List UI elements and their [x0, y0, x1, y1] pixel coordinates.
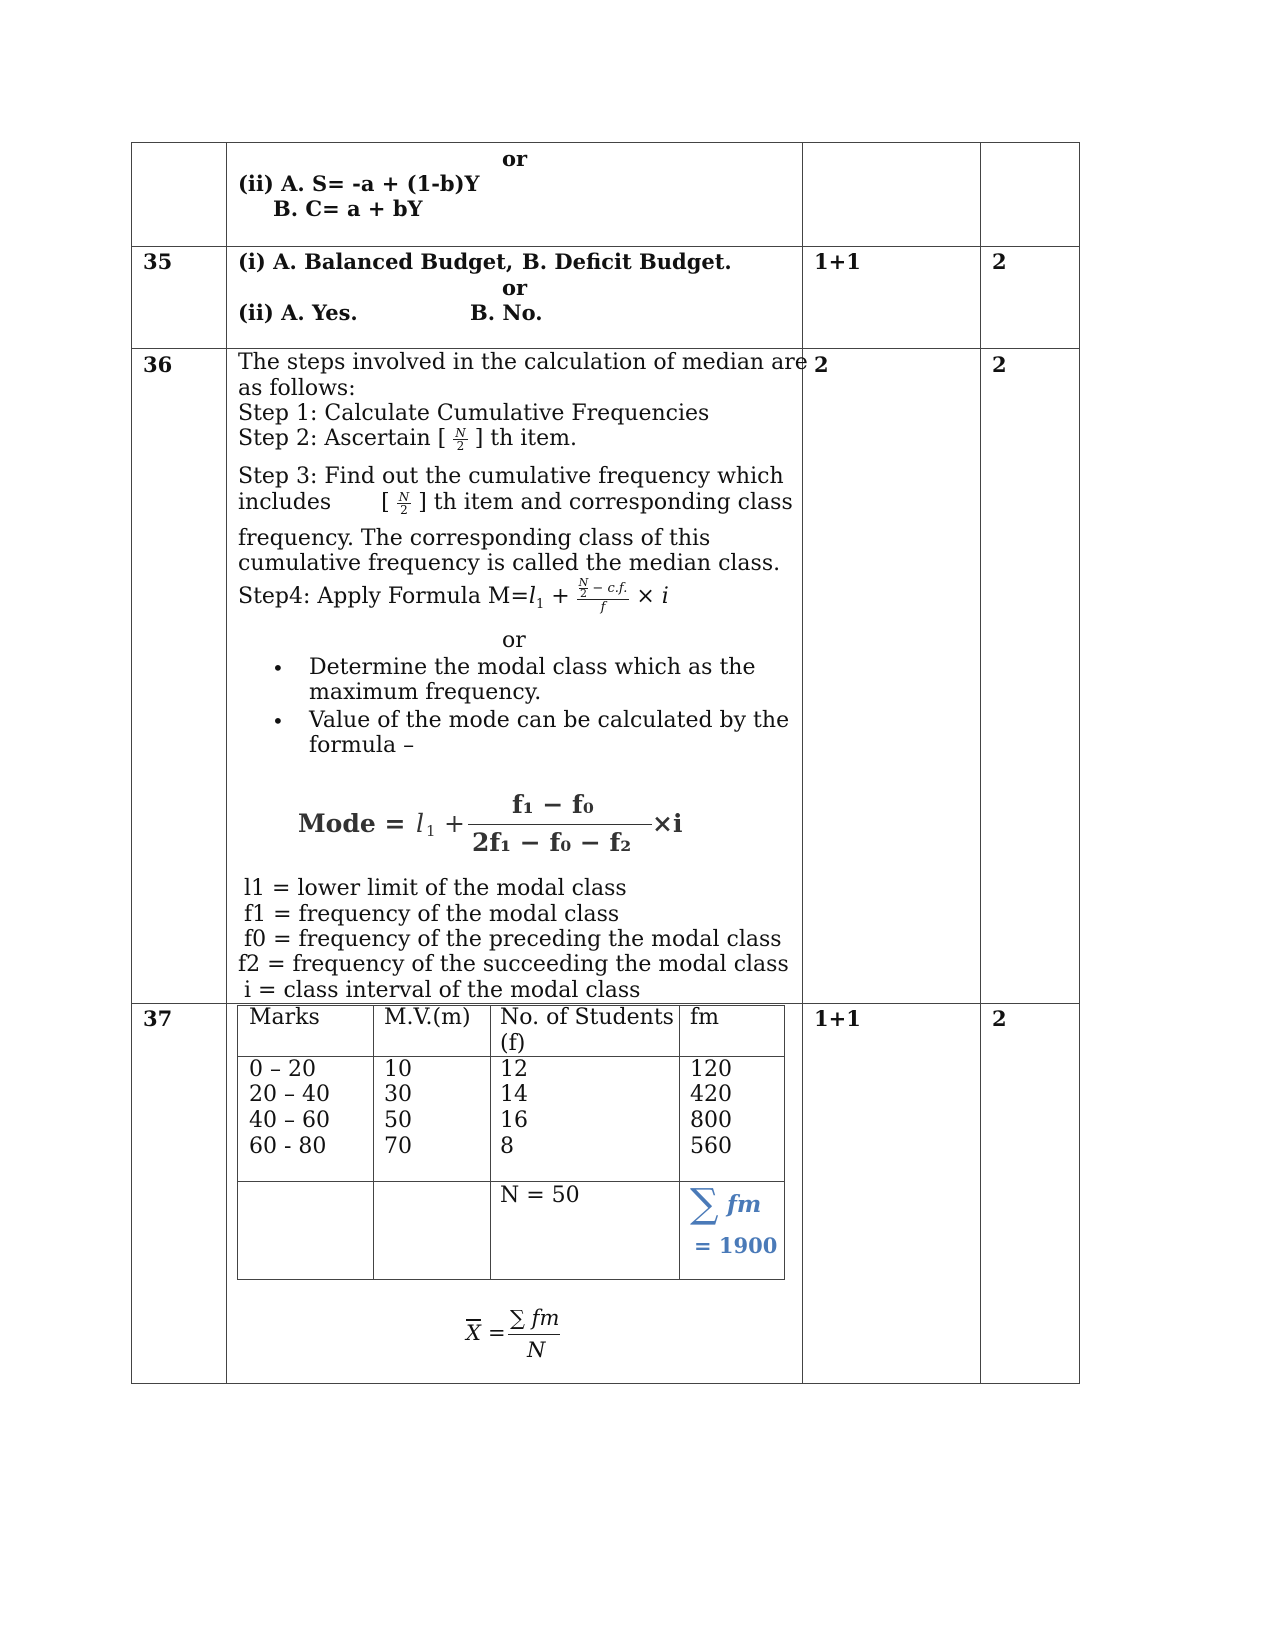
- fraction-numerator: N: [455, 425, 466, 440]
- q36-bullet2-line1: Value of the mode can be calculated by the: [309, 708, 790, 733]
- table-border-left: [131, 142, 132, 1384]
- mean-x: $\overline{X}$: [466, 1321, 481, 1345]
- q36-def-l1: l1 = lower limit of the modal class: [244, 876, 627, 901]
- mean-eq: =: [488, 1321, 506, 1345]
- table-cell-marks: 20 – 40: [249, 1082, 330, 1107]
- mean-fraction-bar: [508, 1334, 560, 1335]
- step2-suffix: ] th item.: [474, 426, 578, 451]
- q36-def-f1: f1 = frequency of the modal class: [244, 902, 620, 927]
- cont-or: or: [502, 146, 528, 171]
- step4-plus: +: [551, 584, 570, 609]
- bullet-dot: •: [272, 709, 284, 733]
- q35-line1-b: B. Deficit Budget.: [522, 249, 732, 274]
- table-cell-f: 8: [500, 1134, 514, 1159]
- cont-line-2: B. C= a + bY: [273, 196, 423, 221]
- table-border-bottom: [131, 1383, 1080, 1384]
- step3-includes: includes: [238, 490, 332, 515]
- n-over-2-fraction: [397, 491, 412, 516]
- q36-def-i: i = class interval of the modal class: [244, 978, 641, 1003]
- q36-intro-2: as follows:: [238, 376, 356, 401]
- step2-prefix: Step 2: Ascertain [: [238, 426, 447, 451]
- inner-table-right: [784, 1005, 785, 1280]
- table-cell-fm: 120: [690, 1057, 732, 1082]
- header-marks: Marks: [249, 1005, 320, 1030]
- table-cell-mv: 50: [384, 1108, 412, 1133]
- mode-label: Mode =: [298, 809, 406, 838]
- step4-times: × i: [636, 584, 669, 609]
- q36-step-3-line3: frequency. The corresponding class of this: [238, 526, 711, 551]
- median-num-cf: c.f.: [607, 581, 628, 596]
- mode-times: ×i: [652, 809, 683, 838]
- inner-table-col3: [490, 1005, 491, 1280]
- row-divider-36: [131, 348, 1080, 349]
- mode-plus: +: [444, 809, 465, 838]
- q35-number: 35: [143, 249, 173, 274]
- mode-l: l: [416, 809, 424, 838]
- q36-bullet1-line2: maximum frequency.: [309, 680, 542, 705]
- q36-step-2: [238, 426, 577, 452]
- table-cell-mv: 30: [384, 1082, 412, 1107]
- table-cell-mv: 70: [384, 1134, 412, 1159]
- q36-marks: 2: [814, 352, 829, 377]
- header-fm: fm: [690, 1005, 720, 1030]
- inner-table-col2: [373, 1005, 374, 1280]
- table-border-top: [131, 142, 1080, 143]
- inner-table-col4: [679, 1005, 680, 1280]
- inner-table-left: [237, 1005, 238, 1280]
- step4-prefix: Step4: Apply Formula M=: [238, 584, 529, 609]
- fraction-numerator: N: [398, 489, 410, 504]
- q35-line2-b: B. No.: [470, 300, 543, 325]
- table-border-right: [1079, 142, 1080, 1384]
- q36-def-f0: f0 = frequency of the preceding the modal class: [244, 927, 782, 952]
- sum-symbol: ∑: [690, 1181, 719, 1227]
- header-mv: M.V.(m): [384, 1005, 471, 1030]
- table-cell-mv: 10: [384, 1057, 412, 1082]
- q36-number: 36: [143, 352, 173, 377]
- q36-step-1: Step 1: Calculate Cumulative Frequencies: [238, 401, 710, 426]
- table-cell-marks: 40 – 60: [249, 1108, 330, 1133]
- q36-step-3-line4: cumulative frequency is called the median class.: [238, 551, 781, 576]
- q35-line2-a: (ii) A. Yes.: [238, 300, 358, 325]
- median-formula-fraction: [577, 578, 630, 615]
- mode-denominator: 2f₁ − f₀ − f₂: [472, 828, 632, 857]
- q36-step-3-line1: Step 3: Find out the cumulative frequency which: [238, 464, 784, 489]
- fraction-denominator: 2: [400, 502, 408, 517]
- q36-step-4: [238, 578, 669, 615]
- table-divider-qno: [226, 142, 227, 1384]
- q37-total: 2: [992, 1006, 1007, 1031]
- step3-suffix: ] th item and corresponding class: [418, 490, 793, 515]
- q35-total: 2: [992, 249, 1007, 274]
- table-cell-marks: 60 - 80: [249, 1134, 327, 1159]
- row-divider-37: [131, 1003, 1080, 1004]
- inner-table-bottom: [237, 1279, 785, 1280]
- q35-or: or: [502, 275, 528, 300]
- q36-def-f2: f2 = frequency of the succeeding the modal class: [238, 952, 789, 977]
- median-numerator: $\frac{N}{2}$ − c.f.: [578, 576, 628, 600]
- q36-total: 2: [992, 352, 1007, 377]
- q36-bullet2-line2: formula –: [309, 733, 415, 758]
- header-students: No. of Students: [500, 1005, 674, 1030]
- q36-bullet1-line1: Determine the modal class which as the: [309, 655, 756, 680]
- table-divider-marks: [802, 142, 803, 1384]
- table-cell-f: 12: [500, 1057, 528, 1082]
- median-num-2: 2: [579, 587, 587, 600]
- table-cell-fm: 560: [690, 1134, 732, 1159]
- sum-value: = 1900: [694, 1233, 778, 1258]
- table-cell-fm: 420: [690, 1082, 732, 1107]
- cont-line-1: (ii) A. S= -a + (1-b)Y: [238, 171, 480, 196]
- step4-l-sub: 1: [535, 596, 545, 612]
- q37-number: 37: [143, 1006, 173, 1031]
- median-num-n: N: [578, 576, 589, 589]
- mode-fraction-bar: [468, 824, 652, 825]
- mean-numerator: ∑ fm: [510, 1306, 560, 1330]
- mean-denominator: N: [527, 1338, 546, 1362]
- table-cell-fm: 800: [690, 1108, 732, 1133]
- q36-step-3-line2: [238, 490, 793, 516]
- q36-or: or: [502, 628, 526, 653]
- table-divider-total: [980, 142, 981, 1384]
- bullet-dot: •: [272, 656, 284, 680]
- table-cell-f: 14: [500, 1082, 528, 1107]
- q35-marks: 1+1: [814, 249, 861, 274]
- n-total: N = 50: [500, 1183, 580, 1208]
- n-over-2-fraction: [453, 427, 468, 452]
- fraction-denominator: 2: [456, 438, 465, 453]
- mode-numerator: f₁ − f₀: [512, 790, 594, 819]
- step4-l: l: [528, 584, 536, 609]
- row-divider-35: [131, 246, 1080, 247]
- sum-variable: fm: [727, 1191, 762, 1218]
- q36-intro-1: The steps involved in the calculation of median are: [238, 350, 808, 375]
- header-students-f: (f): [500, 1031, 526, 1056]
- step3-bracket: [: [381, 490, 390, 515]
- q35-line1-a: (i) A. Balanced Budget,: [238, 249, 514, 274]
- table-cell-marks: 0 – 20: [249, 1057, 316, 1082]
- q37-marks: 1+1: [814, 1006, 861, 1031]
- median-denominator: f: [600, 600, 606, 615]
- mode-l-sub: 1: [426, 822, 436, 840]
- table-cell-f: 16: [500, 1108, 528, 1133]
